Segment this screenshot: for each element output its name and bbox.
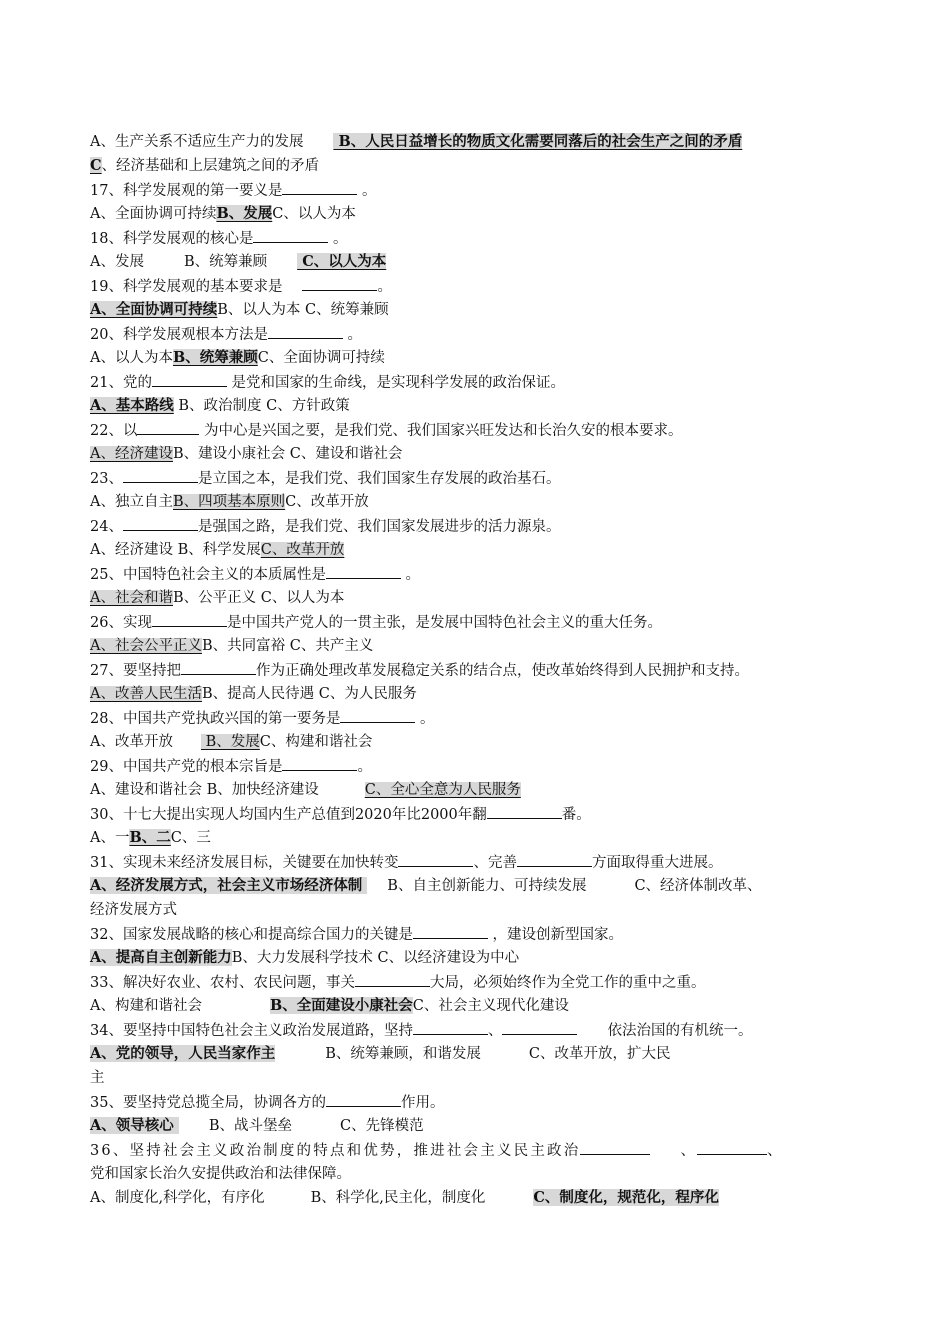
text-line	[90, 418, 890, 442]
answer-highlight: A、基本路线	[90, 397, 174, 414]
text-segment: A、生产关系不适应生产力的发展	[90, 134, 304, 150]
text-segment: B、提高人民待遇 C、为人民服务	[201, 686, 417, 702]
text-line	[90, 610, 890, 634]
text-line	[90, 754, 890, 778]
text-line	[90, 946, 890, 970]
text-line	[90, 706, 890, 730]
text-segment: 、	[487, 1023, 503, 1039]
answer-highlight: A、社会和谐	[90, 590, 173, 606]
text-segment: 、	[767, 1143, 784, 1159]
answer-highlight: A、党的领导，人民当家作主	[90, 1045, 276, 1062]
fill-in-blank	[282, 754, 357, 771]
text-segment: 是中国共产党人的一贯主张，是发展中国特色社会主义的重大任务。	[226, 615, 662, 631]
text-segment: C、社会主义现代化建设	[412, 998, 569, 1014]
text-line	[90, 658, 890, 682]
text-line	[90, 1138, 890, 1162]
answer-highlight: B、人民日益增长的物质文化需要同落后的社会生产之间的矛盾	[333, 133, 743, 150]
text-segment: 。	[357, 183, 377, 199]
text-segment: 是党和国家的生命线，是实现科学发展的政治保证。	[226, 375, 566, 391]
fill-in-blank	[326, 562, 401, 579]
text-segment: 大局，必须始终作为全党工作的重中之重。	[429, 975, 706, 991]
text-line	[90, 802, 890, 826]
text-line	[90, 202, 890, 226]
text-segment: B、统筹兼顾，和谐发展	[325, 1046, 481, 1062]
text-line	[90, 130, 890, 154]
text-segment: 21、党的	[90, 375, 152, 391]
text-segment: 32、国家发展战略的核心和提高综合国力的关键是	[90, 927, 413, 943]
text-segment: 为中心是兴国之要，是我们党、我们国家兴旺发达和长治久安的根本要求。	[199, 423, 683, 439]
answer-highlight: A、经济建设	[90, 446, 173, 462]
text-segment: 是立国之本，是我们党、我们国家生存发展的政治基石。	[197, 471, 561, 487]
text-line	[90, 466, 890, 490]
answer-highlight: B、四项基本原则	[172, 494, 286, 510]
text-line	[90, 634, 890, 658]
text-segment: A、制度化,科学化，有序化	[90, 1190, 265, 1206]
text-segment: 26、实现	[90, 615, 152, 631]
text-segment: 23、	[90, 471, 123, 487]
text-segment: B、大力发展科学技术 C、以经济建设为中心	[231, 950, 520, 966]
text-segment: 作用。	[400, 1095, 445, 1111]
text-segment: 、完善	[473, 855, 517, 871]
fill-in-blank	[413, 1018, 488, 1035]
fill-in-blank	[268, 322, 343, 339]
text-segment: 依法治国的有机统一。	[607, 1023, 753, 1039]
text-line	[90, 274, 890, 298]
text-segment: B、共同富裕 C、共产主义	[201, 638, 374, 654]
text-segment: 。	[357, 759, 372, 775]
text-segment: 党和国家长治久安提供政治和法律保障。	[90, 1166, 351, 1182]
answer-highlight: C、制度化，规范化，程序化	[533, 1189, 719, 1206]
text-segment: 。	[328, 231, 348, 247]
text-segment: 22、以	[90, 423, 138, 439]
fill-in-blank	[398, 850, 473, 867]
text-line	[90, 250, 890, 274]
text-line	[90, 994, 890, 1018]
text-segment: 31、实现未来经济发展目标，关键要在加快转变	[90, 855, 399, 871]
fill-in-blank	[152, 610, 227, 627]
text-segment: A、独立自主	[90, 494, 173, 510]
text-segment: 29、中国共产党的根本宗旨是	[90, 759, 283, 775]
text-line	[90, 370, 890, 394]
fill-in-blank	[181, 658, 256, 675]
text-line	[90, 178, 890, 202]
text-line	[90, 1090, 890, 1114]
fill-in-blank	[413, 922, 488, 939]
text-line	[90, 898, 890, 922]
answer-highlight: C、改革开放	[260, 542, 345, 558]
text-line	[90, 490, 890, 514]
fill-in-blank	[137, 418, 199, 435]
text-segment: 作为正确处理改革发展稳定关系的结合点，使改革始终得到人民拥护和支持。	[255, 663, 749, 679]
text-segment: 35、要坚持党总揽全局，协调各方的	[90, 1095, 326, 1111]
text-line	[90, 970, 890, 994]
text-segment: ，建设创新型国家。	[487, 927, 624, 943]
answer-highlight: B、全面建设小康社会	[269, 997, 413, 1014]
text-segment: 30、十七大提出实现人均国内生产总值到2020年比2000年翻	[90, 807, 487, 823]
text-line	[90, 394, 890, 418]
text-line	[90, 1162, 890, 1186]
text-line	[90, 346, 890, 370]
text-line	[90, 298, 890, 322]
answer-highlight: A、领导核心	[90, 1117, 179, 1134]
text-line	[90, 682, 890, 706]
fill-in-blank	[355, 970, 430, 987]
text-segment: C、经济体制改革、	[634, 878, 762, 894]
text-segment: 、	[680, 1143, 698, 1159]
fill-in-blank	[123, 466, 198, 483]
answer-highlight: A、全面协调可持续	[90, 301, 218, 318]
answer-highlight: C、全心全意为人民服务	[364, 782, 521, 798]
answer-highlight: C	[90, 157, 102, 174]
text-segment: 。	[415, 711, 435, 727]
answer-highlight: B、发展	[216, 205, 273, 222]
text-segment: 17、科学发展观的第一要义是	[90, 183, 283, 199]
text-segment: B、公平正义 C、以人为本	[172, 590, 345, 606]
text-line	[90, 730, 890, 754]
fill-in-blank	[517, 850, 592, 867]
document-body	[90, 130, 890, 1210]
answer-highlight: B、发展	[200, 734, 260, 750]
fill-in-blank	[123, 514, 198, 531]
text-segment: C、三	[170, 830, 211, 846]
answer-highlight: A、社会公平正义	[90, 638, 202, 654]
text-segment: A、全面协调可持续	[90, 206, 217, 222]
text-line	[90, 1186, 890, 1210]
text-segment: A、发展	[90, 254, 144, 270]
text-segment: B、科学化,民主化，制度化	[310, 1190, 486, 1206]
text-segment: C、全面协调可持续	[257, 350, 385, 366]
answer-highlight: C、以人为本	[297, 253, 387, 270]
fill-in-blank	[502, 1018, 577, 1035]
fill-in-blank	[487, 802, 562, 819]
text-line	[90, 442, 890, 466]
text-line	[90, 562, 890, 586]
text-segment: C、以人为本	[272, 206, 356, 222]
text-line	[90, 874, 890, 898]
answer-highlight: A、改善人民生活	[90, 686, 202, 702]
text-segment: 番。	[561, 807, 591, 823]
fill-in-blank	[253, 226, 328, 243]
text-line	[90, 922, 890, 946]
answer-highlight: A、提高自主创新能力	[90, 949, 232, 966]
text-segment: 、经济基础和上层建筑之间的矛盾	[101, 158, 320, 174]
text-line	[90, 322, 890, 346]
text-segment: B、自主创新能力、可持续发展	[387, 878, 587, 894]
text-segment: 28、中国共产党执政兴国的第一要务是	[90, 711, 341, 727]
text-segment: 经济发展方式	[90, 902, 177, 918]
text-segment: 20、科学发展观根本方法是	[90, 327, 268, 343]
text-segment: 24、	[90, 519, 123, 535]
text-line	[90, 154, 890, 178]
text-segment: 25、中国特色社会主义的本质属性是	[90, 567, 326, 583]
text-segment: 19、科学发展观的基本要求是	[90, 279, 283, 295]
text-line	[90, 1018, 890, 1042]
text-segment: 。	[400, 567, 421, 583]
text-line	[90, 538, 890, 562]
text-segment: A、以人为本	[90, 350, 173, 366]
answer-highlight: B、统筹兼顾	[172, 349, 258, 366]
fill-in-blank	[282, 178, 357, 195]
text-segment: 33、解决好农业、农村、农民问题，事关	[90, 975, 355, 991]
fill-in-blank	[152, 370, 227, 387]
text-line	[90, 1066, 890, 1090]
text-segment: A、经济建设 B、科学发展	[90, 542, 261, 558]
fill-in-blank	[697, 1138, 767, 1155]
text-segment: B、战斗堡垒	[208, 1118, 292, 1134]
text-line	[90, 586, 890, 610]
text-segment: C、改革开放，扩大民	[528, 1046, 671, 1062]
answer-highlight: A、经济发展方式，社会主义市场经济体制	[90, 877, 368, 894]
text-segment: B、建设小康社会 C、建设和谐社会	[172, 446, 403, 462]
text-segment: 。	[377, 279, 392, 295]
text-segment: 方面取得重大进展。	[591, 855, 723, 871]
text-segment: 。	[342, 327, 363, 343]
text-line	[90, 514, 890, 538]
text-segment: B、政治制度 C、方针政策	[173, 398, 350, 414]
text-segment: C、改革开放	[285, 494, 369, 510]
text-line	[90, 826, 890, 850]
text-segment: A、一	[90, 830, 130, 846]
text-segment: C、构建和谐社会	[259, 734, 373, 750]
text-segment: C、先锋模范	[339, 1118, 424, 1134]
answer-highlight: B、二	[129, 829, 171, 846]
text-segment: 34、要坚持中国特色社会主义政治发展道路，坚持	[90, 1023, 413, 1039]
fill-in-blank	[580, 1138, 650, 1155]
text-line	[90, 850, 890, 874]
text-segment: A、建设和谐社会 B、加快经济建设	[90, 782, 319, 798]
fill-in-blank	[302, 274, 377, 291]
text-line	[90, 778, 890, 802]
text-segment: B、统筹兼顾	[183, 254, 268, 270]
text-segment: A、改革开放	[90, 734, 173, 750]
text-line	[90, 1042, 890, 1066]
text-line	[90, 1114, 890, 1138]
text-segment: 18、科学发展观的核心是	[90, 231, 254, 247]
fill-in-blank	[340, 706, 415, 723]
text-segment: 主	[90, 1070, 105, 1086]
text-segment: A、构建和谐社会	[90, 998, 202, 1014]
text-segment: B、以人为本 C、统筹兼顾	[217, 302, 389, 318]
text-line	[90, 226, 890, 250]
fill-in-blank	[326, 1090, 401, 1107]
text-segment: 是强国之路，是我们党、我们国家发展进步的活力源泉。	[197, 519, 561, 535]
text-segment: 27、要坚持把	[90, 663, 181, 679]
text-segment: 36、坚持社会主义政治制度的特点和优势，推进社会主义民主政治	[90, 1143, 581, 1159]
